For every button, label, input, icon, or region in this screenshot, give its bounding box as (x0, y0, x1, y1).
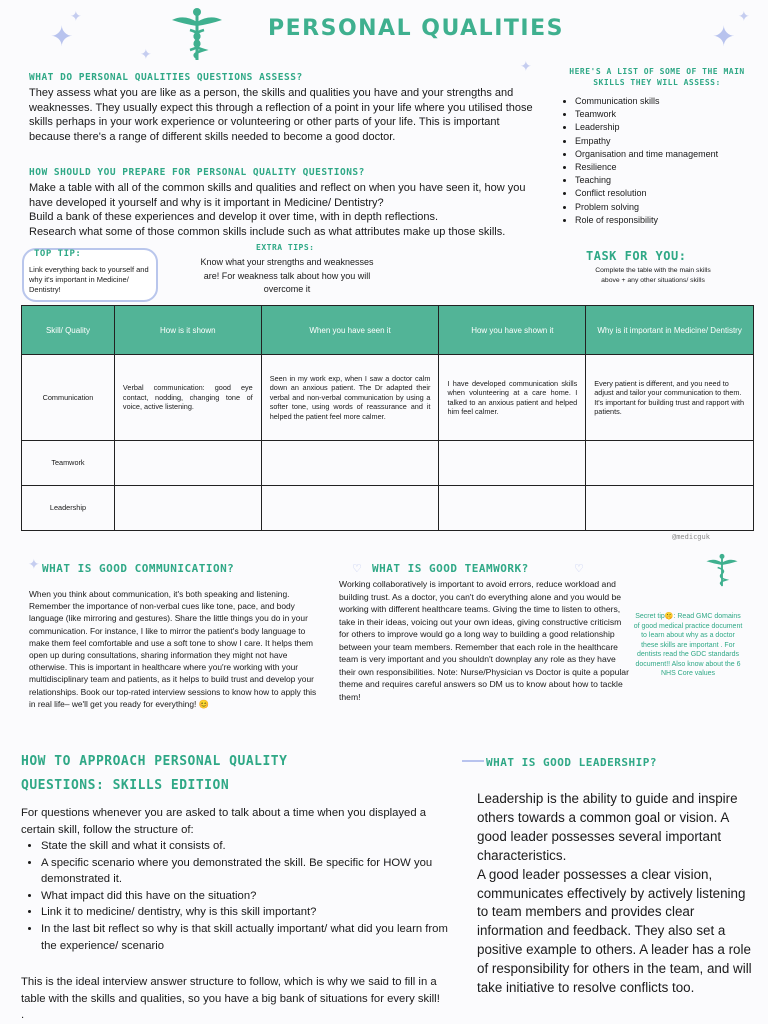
leadership-text-1: Leadership is the ability to guide and inspire others towards a common goal or vision. A good leader possesses several important characteristics. (477, 791, 738, 863)
table-cell: Leadership (22, 486, 115, 531)
approach-heading-2: QUESTIONS: SKILLS EDITION (21, 778, 230, 793)
table-cell: Seen in my work exp, when I saw a doctor calm down an anxious patient. The Dr adapted their verbal and non-verbal communication by using a softer tone, using words of reassurance and it helped the patient feel more calmer. (261, 355, 439, 441)
list-item: • Leadership (575, 121, 765, 134)
leadership-heading: WHAT IS GOOD LEADERSHIP? (486, 756, 657, 769)
table-header-cell: How is it shown (114, 306, 261, 355)
teamwork-text: Working collaboratively is important to avoid errors, reduce workload and building trust. As a doctor, you can't do everything alone and you would be working with different healthcare teams. Giving the time to listen to others, take in their ideas, voicing out your own ideas, giving constructive criticism for others to improve would go a long way to building a good relationship between your team members. Remember that each role in the healthcare team is very important and you shouldn't downplay any role as they have their own responsibilities. Note: Nurse/Physician vs Doctor is quite a popular theme and requires careful answers so DM us to know about how to tackle them! (339, 579, 629, 702)
teamwork-heading: WHAT IS GOOD TEAMWORK? (372, 562, 529, 575)
list-item: • Conflict resolution (575, 187, 765, 200)
table-cell (439, 486, 586, 531)
prepare-text-1: Make a table with all of the common skills and qualities and reflect on when you have seen it, how you have developed it yourself and why is it important in Medicine/ Dentistry? (29, 182, 526, 209)
list-item: • Resilience (575, 161, 765, 174)
table-cell: Every patient is different, and you need to adjust and tailor your communication to them. It's important for building trust and rapport with patients. (586, 355, 754, 441)
list-item: • Empathy (575, 135, 765, 148)
table-row (22, 486, 754, 531)
table-cell (114, 441, 261, 486)
list-item: • Problem solving (575, 201, 765, 214)
table-cell (114, 486, 261, 531)
table-cell (439, 441, 586, 486)
page-title: PERSONAL QUALITIES (268, 16, 564, 41)
table-row (22, 355, 754, 441)
table-cell: Verbal communication: good eye contact, nodding, changing tone of voice, active listening. (114, 355, 261, 441)
leadership-text-2: A good leader possesses a clear vision, communicates effectively by actively listening to team members and provides clear information and feedback. They also set a positive example to others. A leader has a role of responsibility for others in the team, and will take initiative to resolve conflicts too. (477, 866, 752, 996)
list-item: • What impact did this have on the situation? (41, 888, 451, 905)
list-item: • In the last bit reflect so why is that skill actually important/ what did you learn from the experience/ scenario (41, 921, 451, 954)
table-cell: Teamwork (22, 441, 115, 486)
task-heading: TASK FOR YOU: (586, 249, 687, 263)
table-header-cell: How you have shown it (439, 306, 586, 355)
heart-icon: ♡ (352, 563, 362, 575)
prepare-text-2: Build a bank of these experiences and develop it over time, with in depth reflections. (29, 211, 439, 223)
table-cell: I have developed communication skills when volunteering at a care home. I talked to an anxious patient and helped him feel calmer. (439, 355, 586, 441)
approach-heading-1: HOW TO APPROACH PERSONAL QUALITY (21, 754, 288, 769)
list-item: • Communication skills (575, 95, 765, 108)
prepare-text-3: Research what some of those common skills include such as what attributes make up those skills. (29, 225, 506, 238)
table-cell (261, 441, 439, 486)
sparkle-icon: ✦ (50, 21, 74, 52)
list-item: • Teamwork (575, 108, 765, 121)
table-cell (586, 441, 754, 486)
caduceus-icon (168, 6, 226, 62)
table-header-row (22, 306, 754, 355)
list-item: • State the skill and what it consists of. (41, 838, 451, 855)
prepare-heading: HOW SHOULD YOU PREPARE FOR PERSONAL QUALITY QUESTIONS? (29, 167, 365, 178)
prepare-text-block (29, 181, 541, 239)
approach-outro: This is the ideal interview answer structure to follow, which is why we said to fill in a table with the skills and qualities, so you have a big bank of situations for every skill! . (21, 976, 440, 1022)
sparkle-icon: ✦ (712, 21, 736, 52)
leadership-text-block (477, 790, 755, 998)
social-handle: @medicguk (672, 533, 710, 541)
sparkle-icon: ✦ (70, 8, 82, 24)
list-item: • Role of responsibility (575, 214, 765, 227)
sparkle-icon: ✦ (520, 58, 532, 74)
list-item: • Teaching (575, 174, 765, 187)
divider (462, 760, 484, 762)
table-header-cell: Skill/ Quality (22, 306, 115, 355)
sparkle-icon: ✦ (140, 46, 152, 62)
assess-heading: WHAT DO PERSONAL QUALITIES QUESTIONS ASSESS? (29, 72, 303, 83)
qualities-table (21, 305, 754, 531)
sparkle-icon: ✦ (28, 556, 40, 572)
caduceus-icon (704, 552, 740, 588)
skills-list-heading: HERE'S A LIST OF SOME OF THE MAIN SKILLS THEY WILL ASSESS: (569, 67, 745, 87)
list-item: • Link it to medicine/ dentistry, why is this skill important? (41, 904, 451, 921)
table-cell: Communication (22, 355, 115, 441)
table-header-cell: Why is it important in Medicine/ Dentistry (586, 306, 754, 355)
table-cell (261, 486, 439, 531)
top-tip-text: Link everything back to yourself and why it's important in Medicine/ Dentistry! (29, 265, 149, 294)
secret-tip-text: Secret tip🤫: Read GMC domains of good medical practice document to learn about why as a doctor these skills are important . For dentists read the GDC standards document!! Also know about the 6 NHS Core values (633, 613, 743, 677)
heart-icon: ♡ (574, 563, 584, 575)
table-header-cell: When you have seen it (261, 306, 439, 355)
task-text: Complete the table with the main skills above + any other situations/ skills (595, 267, 711, 284)
approach-list (28, 838, 451, 954)
communication-heading: WHAT IS GOOD COMMUNICATION? (42, 562, 235, 575)
list-item: • Organisation and time management (575, 148, 765, 161)
assess-text: They assess what you are like as a person, the skills and qualities you have and your strengths and weaknesses. They usually expect this through a reflection of a point in your life where you utilised those skills perhaps in your work experience or volunteering or other parts of your life. This is important because there's a range of different skills needed to become a good doctor. (29, 87, 533, 143)
table-row (22, 441, 754, 486)
skills-list (562, 95, 765, 227)
sparkle-icon: ✦ (738, 8, 750, 24)
approach-intro: For questions whenever you are asked to talk about a time when you displayed a certain skill, follow the structure of: (21, 807, 427, 836)
table-cell (586, 486, 754, 531)
top-tip-heading: TOP TIP: (34, 249, 82, 259)
list-item: • A specific scenario where you demonstrated the skill. Be specific for HOW you demonstrated it. (41, 855, 451, 888)
extra-tips-text: Know what your strengths and weaknesses are! For weakness talk about how you will overcome it (200, 257, 374, 294)
communication-text: When you think about communication, it's both speaking and listening. Remember the importance of non-verbal cues like tone, pace, and body language (like mirroring and gestures). Share the little things you do in your communication. For instance, I like to mirror the patient's body language to make them feel comfortable and use a soft tone to show I care. It helps them open up during consultations, sharing information they might not have otherwise. This is important in healthcare where you're working with your multidisciplinary team and patients, as it helps to build trust and develop your relationships. Book our top-rated interview sessions to know how to apply this in real life– we'll get you ready for everything! 😊 (29, 589, 317, 709)
extra-tips-heading: EXTRA TIPS: (256, 243, 315, 252)
